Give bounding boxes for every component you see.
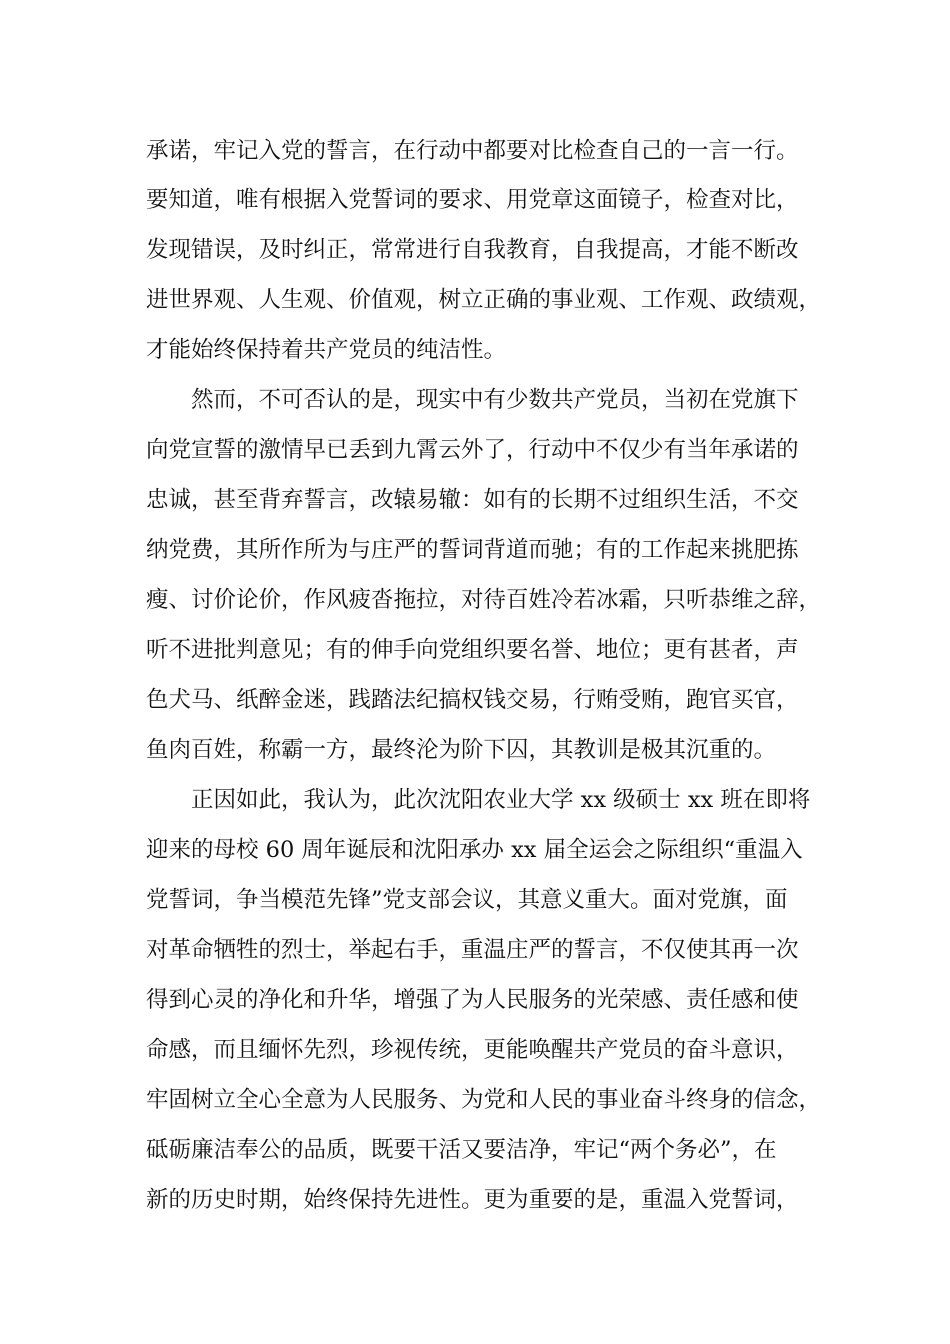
text-line: 向党宣誓的激情早已丢到九霄云外了，行动中不仅少有当年承诺的	[146, 437, 799, 463]
text-line: 忠诚，甚至背弃誓言，改辕易辙：如有的长期不过组织生活，不交	[146, 487, 799, 513]
text-line: 要知道，唯有根据入党誓词的要求、用党章这面镜子，检查对比，	[146, 187, 799, 213]
text-line: 进世界观、人生观、价值观，树立正确的事业观、工作观、政绩观，	[146, 287, 822, 313]
text-line: 迎来的母校 60 周年诞辰和沈阳承办 xx 届全运会之际组织“重温入	[146, 837, 803, 863]
text-line: 新的历史时期，始终保持先进性。更为重要的是，重温入党誓词，	[146, 1187, 799, 1213]
text-line: 发现错误，及时纠正，常常进行自我教育，自我提高，才能不断改	[146, 237, 799, 263]
text-line: 瘦、讨价论价，作风疲沓拖拉，对待百姓冷若冰霜，只听恭维之辞，	[146, 587, 822, 613]
text-line: 才能始终保持着共产党员的纯洁性。	[146, 337, 507, 363]
text-line: 命感，而且缅怀先烈，珍视传统，更能唤醒共产党员的奋斗意识，	[146, 1037, 799, 1063]
text-line: 承诺，牢记入党的誓言，在行动中都要对比检查自己的一言一行。	[146, 138, 799, 164]
paragraph-start-line: 然而，不可否认的是，现实中有少数共产党员，当初在党旗下	[191, 387, 799, 413]
text-line: 得到心灵的净化和升华，增强了为人民服务的光荣感、责任感和使	[146, 987, 799, 1013]
text-line: 党誓词，争当模范先锋”党支部会议，其意义重大。面对党旗，面	[146, 887, 788, 913]
text-line: 对革命牺牲的烈士，举起右手，重温庄严的誓言，不仅使其再一次	[146, 937, 799, 963]
text-line: 鱼肉百姓，称霸一方，最终沦为阶下囚，其教训是极其沉重的。	[146, 737, 777, 763]
paragraph-start-line: 正因如此，我认为，此次沈阳农业大学 xx 级硕士 xx 班在即将	[191, 787, 811, 813]
text-line: 纳党费，其所作所为与庄严的誓词背道而驰；有的工作起来挑肥拣	[146, 537, 799, 563]
text-line: 牢固树立全心全意为人民服务、为党和人民的事业奋斗终身的信念，	[146, 1087, 822, 1113]
text-line: 色犬马、纸醉金迷，践踏法纪搞权钱交易，行贿受贿，跑官买官，	[146, 687, 799, 713]
text-line: 砥砺廉洁奉公的品质，既要干活又要洁净，牢记“两个务必”，在	[146, 1137, 777, 1163]
text-line: 听不进批判意见；有的伸手向党组织要名誉、地位；更有甚者，声	[146, 637, 799, 663]
